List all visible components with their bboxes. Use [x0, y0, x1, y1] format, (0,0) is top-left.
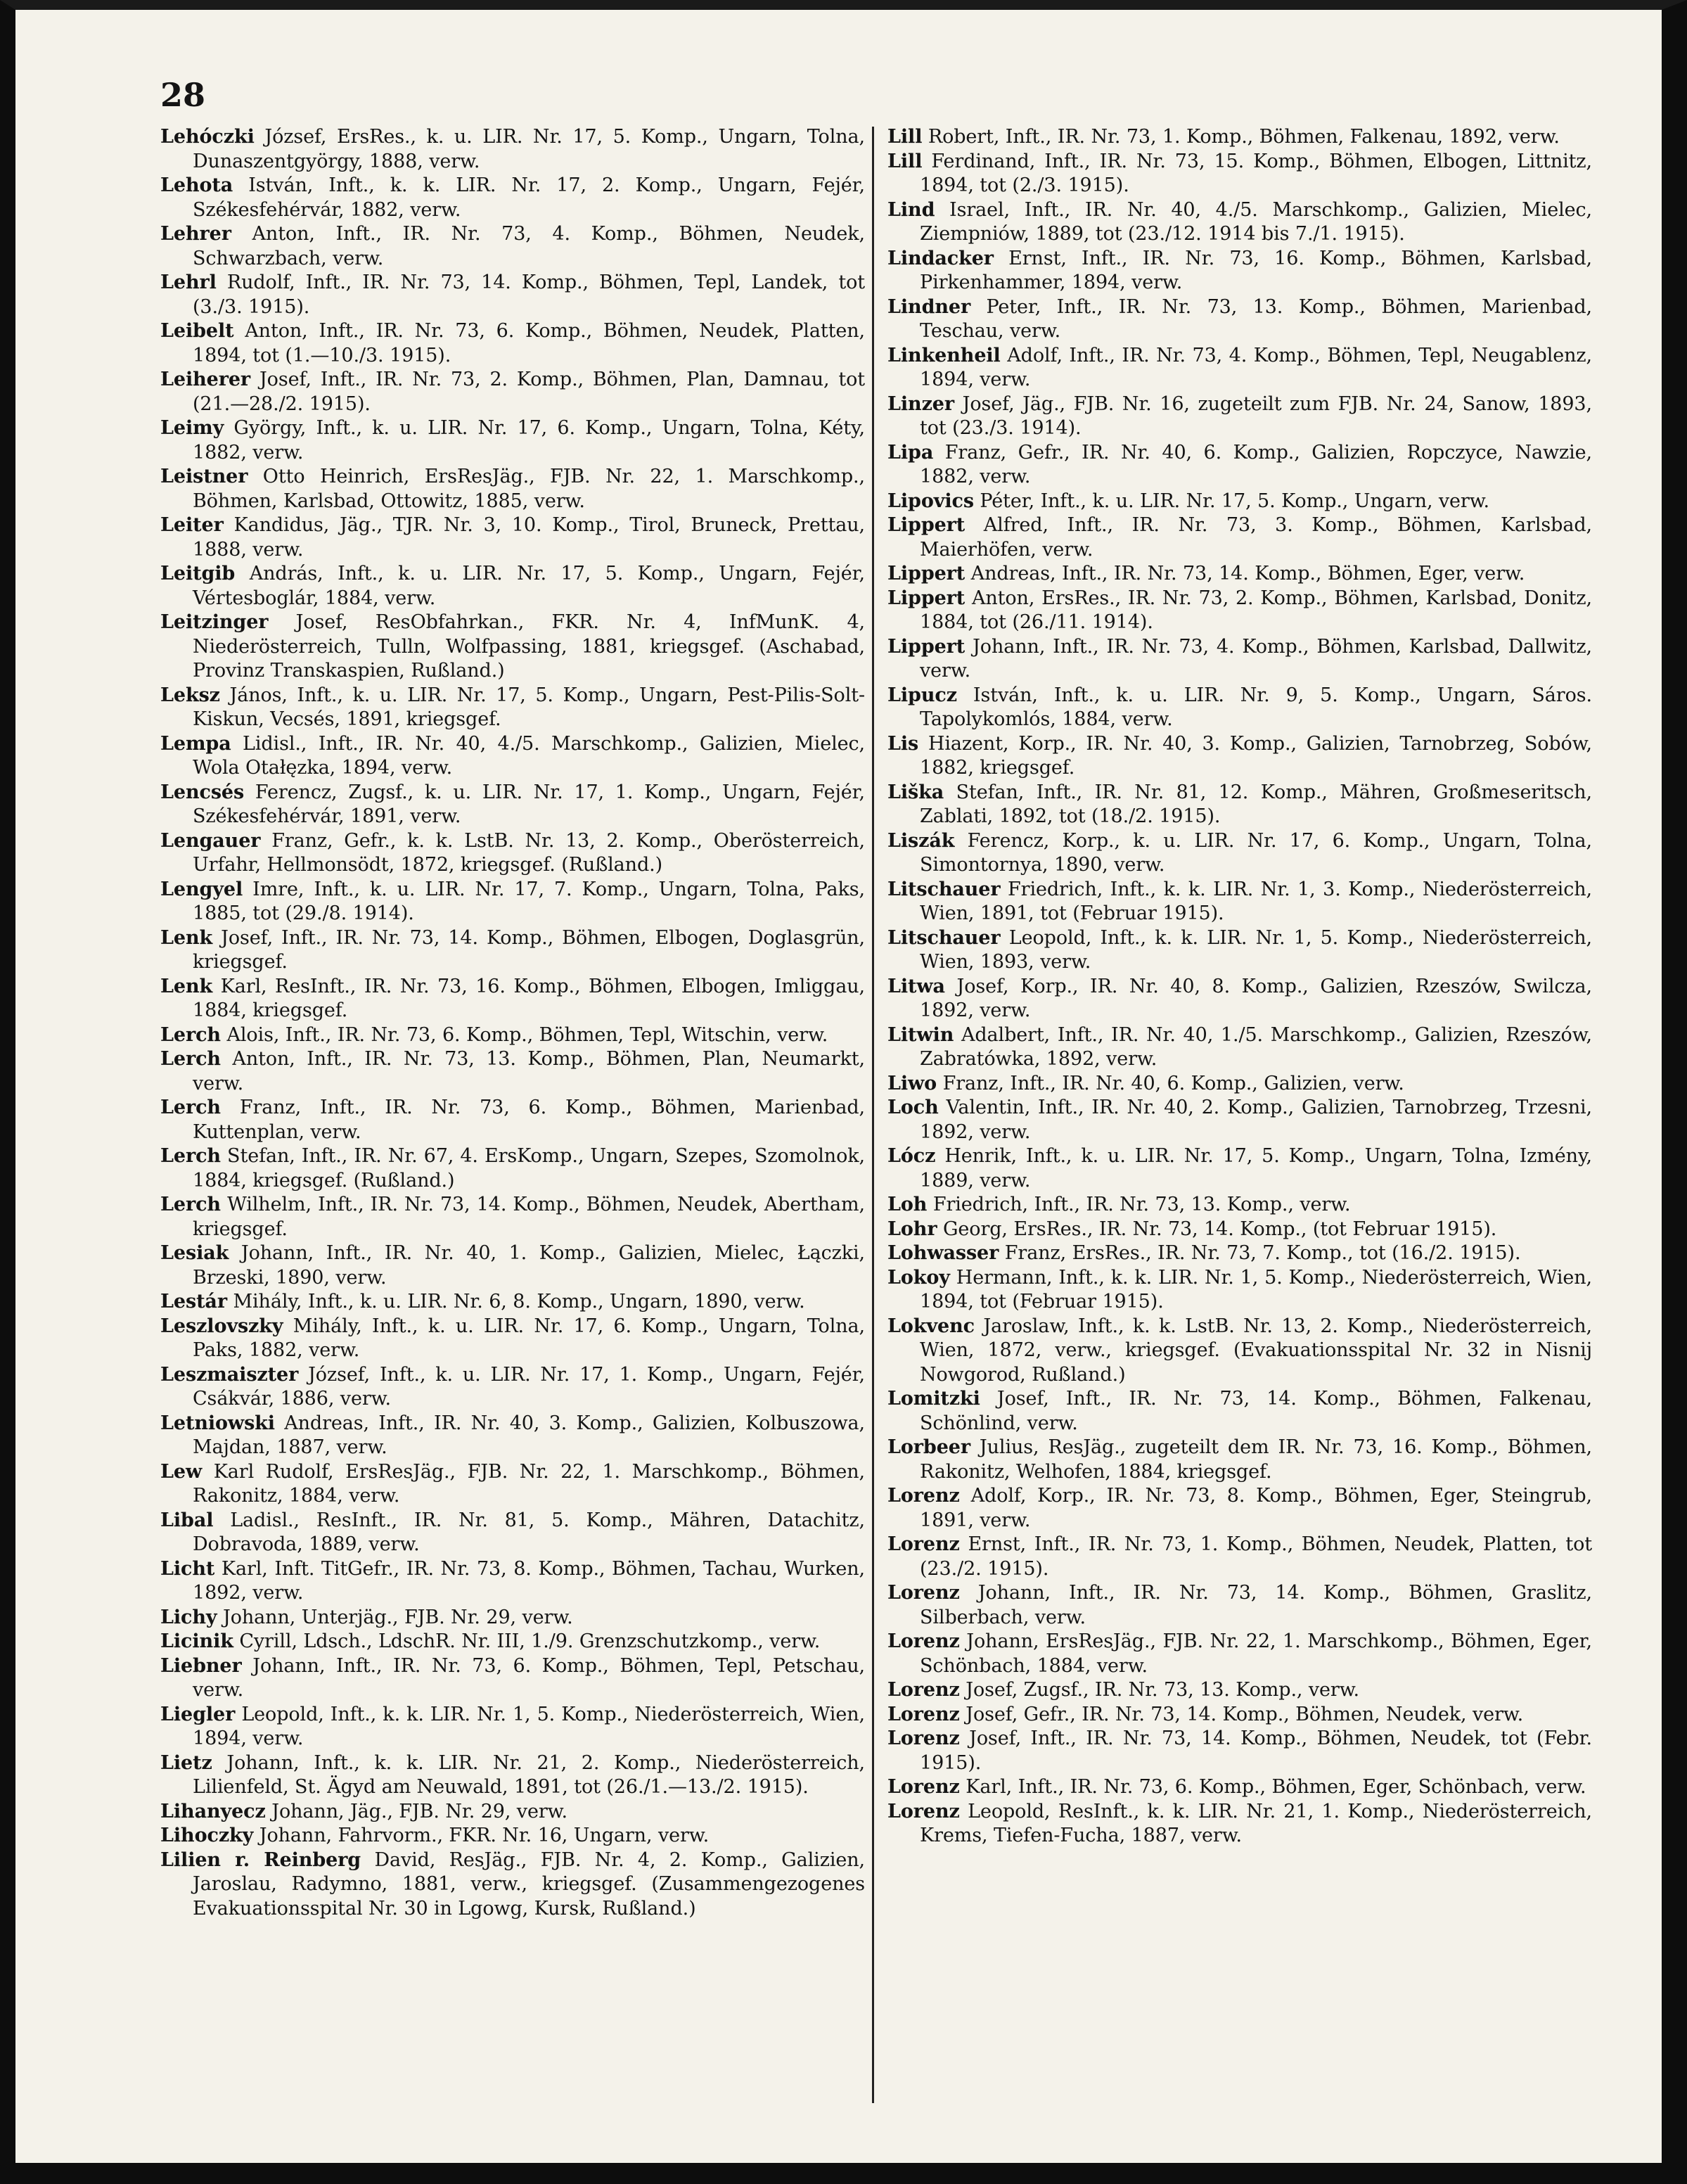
entry-surname: Lokoy — [887, 1266, 950, 1289]
entry-surname: Lesiak — [160, 1242, 229, 1264]
roll-entry — [887, 1484, 1592, 1533]
entry-surname: Lomitzki — [887, 1388, 980, 1410]
entry-surname: Lipovics — [887, 490, 974, 512]
entry-details: Johann, Inft., k. k. LIR. Nr. 21, 2. Komp., Niederösterreich, Lilienfeld, St. Ägyd am Neuwald, 1891, tot (26./1.—13./2. 1915). — [193, 1751, 866, 1798]
entry-surname: Lehota — [160, 174, 233, 196]
roll-entry — [160, 829, 865, 878]
entry-surname: Lew — [160, 1460, 203, 1483]
entry-surname: Leitzinger — [160, 611, 269, 633]
entry-details: Franz, ErsRes., IR. Nr. 73, 7. Komp., tot (16./2. 1915). — [1004, 1242, 1521, 1264]
entry-surname: Lorenz — [887, 1728, 960, 1749]
entry-surname: Lengyel — [160, 878, 243, 900]
entry-details: Anton, Inft., IR. Nr. 73, 6. Komp., Böhmen, Neudek, Platten, 1894, tot (1.—10./3. 1915). — [193, 320, 865, 366]
roll-entry — [160, 319, 865, 368]
entry-surname: Lerch — [160, 1194, 221, 1215]
entry-surname: Liwo — [887, 1072, 937, 1094]
entry-surname: Lichy — [160, 1606, 217, 1628]
roll-entry — [160, 1412, 865, 1460]
entry-details: Andreas, Inft., IR. Nr. 40, 3. Komp., Galizien, Kolbuszowa, Majdan, 1887, verw. — [193, 1412, 866, 1458]
roll-entry — [887, 1436, 1592, 1484]
roll-entry — [160, 732, 865, 781]
entry-details: Ernst, Inft., IR. Nr. 73, 1. Komp., Böhmen, Neudek, Platten, tot (23./2. 1915). — [920, 1533, 1593, 1580]
roll-entry — [887, 490, 1592, 514]
entry-surname: Litwa — [887, 975, 945, 997]
roll-entry — [887, 1727, 1592, 1775]
entry-details: Friedrich, Inft., IR. Nr. 73, 13. Komp., verw. — [932, 1194, 1351, 1215]
entry-details: Péter, Inft., k. u. LIR. Nr. 17, 5. Komp., Ungarn, verw. — [980, 490, 1490, 512]
entry-details: David, ResJäg., FJB. Nr. 4, 2. Komp., Galizien, Jaroslau, Radymno, 1881, verw., kriegsgef. (Zusammengezogenes Evakuationsspital Nr. 30 in Lgowg, Kursk, Rußland.) — [193, 1848, 866, 1920]
left-column — [160, 125, 865, 1921]
entry-surname: Lilien r. Reinberg — [160, 1848, 361, 1871]
entry-details: Karl, Inft., IR. Nr. 73, 6. Komp., Böhmen, Eger, Schönbach, verw. — [966, 1776, 1586, 1798]
entry-surname: Lill — [887, 150, 923, 172]
entry-surname: Linkenheil — [887, 344, 1001, 366]
entry-details: Otto Heinrich, ErsResJäg., FJB. Nr. 22, 1. Marschkomp., Böhmen, Karlsbad, Ottowitz, 1885, verw. — [193, 466, 866, 512]
column-divider — [872, 127, 874, 2103]
entry-surname: Linzer — [887, 392, 955, 415]
entry-details: Adolf, Korp., IR. Nr. 73, 8. Komp., Böhmen, Eger, Steingrub, 1891, verw. — [920, 1485, 1593, 1531]
roll-entry — [887, 1315, 1592, 1388]
roll-entry — [160, 513, 865, 562]
entry-surname: Lorenz — [887, 1582, 960, 1604]
roll-entry — [160, 684, 865, 732]
entry-surname: Lietz — [160, 1751, 212, 1774]
roll-entry — [160, 1096, 865, 1144]
entry-surname: Liebner — [160, 1654, 242, 1677]
roll-entry — [887, 441, 1592, 490]
entry-surname: Lippert — [887, 514, 966, 536]
roll-entry — [887, 878, 1592, 926]
entry-surname: Lengauer — [160, 829, 261, 852]
entry-details: Ladisl., ResInft., IR. Nr. 81, 5. Komp., Mähren, Datachitz, Dobravoda, 1889, verw. — [193, 1509, 865, 1555]
roll-entry — [887, 247, 1592, 295]
entry-details: Andreas, Inft., IR. Nr. 73, 14. Komp., Böhmen, Eger, verw. — [970, 563, 1525, 585]
entry-details: Alois, Inft., IR. Nr. 73, 6. Komp., Böhmen, Tepl, Witschin, verw. — [226, 1023, 828, 1046]
roll-entry — [887, 1678, 1592, 1703]
roll-entry — [160, 1509, 865, 1557]
page-number: 28 — [160, 76, 206, 114]
entry-surname: Lippert — [887, 563, 966, 585]
roll-entry — [160, 878, 865, 926]
entry-details: Ernst, Inft., IR. Nr. 73, 16. Komp., Böhmen, Karlsbad, Pirkenhammer, 1894, verw. — [920, 247, 1592, 293]
entry-details: Alfred, Inft., IR. Nr. 73, 3. Komp., Böhmen, Karlsbad, Maierhöfen, verw. — [920, 514, 1592, 561]
roll-entry — [887, 1581, 1592, 1630]
roll-entry — [160, 1848, 865, 1922]
roll-entry — [887, 562, 1592, 587]
entry-details: Cyrill, Ldsch., LdschR. Nr. III, 1./9. Grenzschutzkomp., verw. — [239, 1630, 821, 1652]
roll-entry — [160, 1654, 865, 1703]
roll-entry — [160, 1023, 865, 1048]
entry-surname: Lorbeer — [887, 1436, 970, 1458]
entry-details: Franz, Inft., IR. Nr. 73, 6. Komp., Böhmen, Marienbad, Kuttenplan, verw. — [193, 1097, 866, 1143]
roll-entry — [887, 1241, 1592, 1266]
roll-entry — [160, 368, 865, 416]
roll-entry — [887, 1144, 1592, 1193]
entry-details: István, Inft., k. k. LIR. Nr. 17, 2. Komp., Ungarn, Fejér, Székesfehérvár, 1882, verw. — [193, 174, 866, 221]
entry-details: Anton, Inft., IR. Nr. 73, 13. Komp., Böhmen, Plan, Neumarkt, verw. — [193, 1048, 865, 1094]
entry-surname: Leimy — [160, 417, 224, 439]
roll-entry — [887, 513, 1592, 562]
roll-entry — [160, 174, 865, 222]
roll-entry — [160, 926, 865, 975]
roll-entry — [160, 1047, 865, 1096]
entry-surname: Lorenz — [887, 1703, 960, 1725]
entry-surname: Lind — [887, 198, 935, 221]
entry-surname: Lipucz — [887, 684, 957, 706]
entry-surname: Loch — [887, 1097, 939, 1118]
entry-surname: Lihoczky — [160, 1825, 254, 1846]
roll-entry — [887, 1630, 1592, 1678]
entry-details: Karl, ResInft., IR. Nr. 73, 16. Komp., Böhmen, Elbogen, Imliggau, 1884, kriegsgef. — [193, 975, 865, 1021]
roll-entry — [160, 1460, 865, 1509]
entry-surname: Lorenz — [887, 1533, 960, 1555]
entry-details: Ferencz, Korp., k. u. LIR. Nr. 17, 6. Komp., Ungarn, Tolna, Simontornya, 1890, verw. — [920, 829, 1592, 876]
roll-entry — [160, 1606, 865, 1630]
entry-details: Leopold, Inft., k. k. LIR. Nr. 1, 5. Komp., Niederösterreich, Wien, 1894, verw. — [193, 1703, 865, 1749]
entry-surname: Lokvenc — [887, 1315, 975, 1337]
roll-entry — [160, 125, 865, 174]
entry-details: Josef, Inft., IR. Nr. 73, 2. Komp., Böhmen, Plan, Damnau, tot (21.—28./2. 1915). — [193, 369, 865, 415]
entry-details: Johann, Inft., IR. Nr. 73, 14. Komp., Böhmen, Graslitz, Silberbach, verw. — [920, 1582, 1593, 1628]
entry-surname: Lenk — [160, 975, 213, 997]
roll-entry — [160, 1824, 865, 1848]
entry-surname: Lippert — [887, 635, 966, 658]
roll-entry — [887, 1387, 1592, 1436]
roll-entry — [887, 1775, 1592, 1800]
roll-entry — [160, 1144, 865, 1193]
roll-entry — [160, 1557, 865, 1606]
entry-surname: Litschauer — [887, 926, 1001, 949]
entry-surname: Leszmaiszter — [160, 1363, 299, 1386]
entry-surname: Leiherer — [160, 369, 251, 390]
roll-entry — [887, 125, 1592, 150]
entry-surname: Leistner — [160, 466, 248, 487]
roll-entry — [887, 684, 1592, 732]
entry-surname: Liška — [887, 781, 944, 803]
entry-details: Kandidus, Jäg., TJR. Nr. 3, 10. Komp., Tirol, Bruneck, Prettau, 1888, verw. — [193, 514, 866, 561]
entry-surname: Litwin — [887, 1023, 954, 1046]
roll-entry — [887, 344, 1592, 392]
entry-surname: Lehóczki — [160, 126, 255, 148]
entry-details: András, Inft., k. u. LIR. Nr. 17, 5. Komp., Ungarn, Fejér, Vértesboglár, 1884, verw. — [193, 563, 865, 609]
entry-details: Josef, Jäg., FJB. Nr. 16, zugeteilt zum FJB. Nr. 24, Sanow, 1893, tot (23./3. 1914). — [920, 392, 1592, 439]
entry-details: Mihály, Inft., k. u. LIR. Nr. 6, 8. Komp., Ungarn, 1890, verw. — [233, 1291, 805, 1313]
entry-details: Karl, Inft. TitGefr., IR. Nr. 73, 8. Komp., Böhmen, Tachau, Wurken, 1892, verw. — [193, 1557, 865, 1604]
roll-entry — [160, 562, 865, 611]
entry-details: Henrik, Inft., k. u. LIR. Nr. 17, 5. Komp., Ungarn, Tolna, Izmény, 1889, verw. — [920, 1145, 1592, 1192]
entry-details: Hermann, Inft., k. k. LIR. Nr. 1, 5. Komp., Niederösterreich, Wien, 1894, tot (Februar 1915). — [920, 1266, 1593, 1313]
roll-entry — [887, 975, 1592, 1023]
entry-surname: Loh — [887, 1194, 928, 1215]
roll-entry — [887, 1533, 1592, 1581]
entry-details: Stefan, Inft., IR. Nr. 81, 12. Komp., Mähren, Großmeseritsch, Zablati, 1892, tot (18./2. 1915). — [920, 781, 1592, 827]
roll-entry — [887, 392, 1592, 441]
entry-details: Imre, Inft., k. u. LIR. Nr. 17, 7. Komp., Ungarn, Tolna, Paks, 1885, tot (29./8. 1914). — [193, 878, 866, 924]
entry-details: Stefan, Inft., IR. Nr. 67, 4. ErsKomp., Ungarn, Szepes, Szomolnok, 1884, kriegsgef. (Rußland.) — [193, 1145, 865, 1192]
entry-surname: Lorenz — [887, 1630, 960, 1652]
roll-entry — [160, 1290, 865, 1315]
entry-details: Julius, ResJäg., zugeteilt dem IR. Nr. 73, 16. Komp., Böhmen, Rakonitz, Welhofen, 1884, kriegsgef. — [920, 1436, 1593, 1483]
roll-entry — [887, 1800, 1592, 1848]
entry-surname: Lehrl — [160, 272, 217, 293]
entry-surname: Lempa — [160, 732, 231, 755]
roll-entry — [160, 975, 865, 1023]
entry-surname: Lorenz — [887, 1800, 960, 1822]
entry-details: Robert, Inft., IR. Nr. 73, 1. Komp., Böhmen, Falkenau, 1892, verw. — [928, 126, 1560, 148]
roll-entry — [160, 416, 865, 465]
roll-entry — [887, 829, 1592, 878]
entry-details: Johann, Inft., IR. Nr. 73, 4. Komp., Böhmen, Karlsbad, Dallwitz, verw. — [920, 635, 1593, 682]
right-column — [887, 125, 1592, 1848]
roll-entry — [160, 1800, 865, 1825]
entry-surname: Licinik — [160, 1630, 233, 1652]
entry-details: Franz, Gefr., k. k. LstB. Nr. 13, 2. Komp., Oberösterreich, Urfahr, Hellmonsödt, 1872, kriegsgef. (Rußland.) — [193, 829, 866, 876]
entry-details: István, Inft., k. u. LIR. Nr. 9, 5. Komp., Ungarn, Sáros. Tapolykomlós, 1884, verw. — [920, 684, 1593, 730]
roll-entry — [887, 1072, 1592, 1097]
entry-surname: Leszlovszky — [160, 1315, 283, 1337]
entry-surname: Lorenz — [887, 1679, 960, 1701]
roll-entry — [887, 1193, 1592, 1218]
roll-entry — [887, 1266, 1592, 1315]
entry-details: Valentin, Inft., IR. Nr. 40, 2. Komp., Galizien, Tarnobrzeg, Trzesni, 1892, verw. — [920, 1097, 1593, 1143]
entry-details: Ferencz, Zugsf., k. u. LIR. Nr. 17, 1. Komp., Ungarn, Fejér, Székesfehérvár, 1891, verw. — [193, 781, 865, 827]
roll-entry — [887, 1023, 1592, 1072]
entry-surname: Licht — [160, 1557, 215, 1580]
entry-surname: Lerch — [160, 1097, 221, 1118]
roll-entry — [887, 635, 1592, 684]
entry-surname: Lippert — [887, 587, 966, 609]
entry-surname: Lestár — [160, 1291, 227, 1313]
entry-details: Adalbert, Inft., IR. Nr. 40, 1./5. Marschkomp., Galizien, Rzeszów, Zabratówka, 1892, verw. — [920, 1023, 1593, 1070]
entry-surname: Lerch — [160, 1023, 221, 1046]
entry-details: Rudolf, Inft., IR. Nr. 73, 14. Komp., Böhmen, Tepl, Landek, tot (3./3. 1915). — [193, 272, 865, 318]
entry-details: Johann, Inft., IR. Nr. 73, 6. Komp., Böhmen, Tepl, Petschau, verw. — [193, 1654, 866, 1701]
roll-entry — [160, 1751, 865, 1800]
entry-surname: Lindacker — [887, 247, 994, 269]
entry-surname: Lorenz — [887, 1485, 960, 1507]
roll-entry — [887, 587, 1592, 635]
entry-surname: Lehrer — [160, 223, 231, 245]
entry-details: Josef, Zugsf., IR. Nr. 73, 13. Komp., verw. — [966, 1679, 1360, 1701]
entry-details: Georg, ErsRes., IR. Nr. 73, 14. Komp., (tot Februar 1915). — [942, 1218, 1497, 1240]
roll-entry — [887, 198, 1592, 247]
roll-entry — [887, 781, 1592, 829]
entry-details: György, Inft., k. u. LIR. Nr. 17, 6. Komp., Ungarn, Tolna, Kéty, 1882, verw. — [193, 417, 865, 464]
entry-details: József, ErsRes., k. u. LIR. Nr. 17, 5. Komp., Ungarn, Tolna, Dunaszentgyörgy, 1888, verw. — [193, 126, 865, 172]
entry-details: Johann, Jäg., FJB. Nr. 29, verw. — [271, 1800, 567, 1822]
entry-details: Franz, Inft., IR. Nr. 40, 6. Komp., Galizien, verw. — [942, 1072, 1404, 1094]
entry-details: Wilhelm, Inft., IR. Nr. 73, 14. Komp., Böhmen, Neudek, Abertham, kriegsgef. — [193, 1194, 865, 1240]
entry-surname: Lerch — [160, 1145, 221, 1167]
entry-details: János, Inft., k. u. LIR. Nr. 17, 5. Komp., Ungarn, Pest-Pilis-Solt-Kiskun, Vecsés, 1891, kriegsgef. — [193, 684, 865, 730]
entry-surname: Leibelt — [160, 320, 234, 342]
roll-entry — [887, 295, 1592, 344]
entry-surname: Lencsés — [160, 781, 245, 803]
entry-details: Johann, Inft., IR. Nr. 40, 1. Komp., Galizien, Mielec, Łączki, Brzeski, 1890, verw. — [193, 1242, 865, 1289]
entry-details: Josef, Gefr., IR. Nr. 73, 14. Komp., Böhmen, Neudek, verw. — [966, 1703, 1524, 1725]
entry-details: Josef, ResObfahrkan., FKR. Nr. 4, InfMunK. 4, Niederösterreich, Tulln, Wolfpassing, 1881, kriegsgef. (Aschabad, Provinz Transkaspien, Rußland.) — [193, 611, 866, 682]
roll-entry — [887, 150, 1592, 198]
entry-details: József, Inft., k. u. LIR. Nr. 17, 1. Komp., Ungarn, Fejér, Csákvár, 1886, verw. — [193, 1363, 866, 1410]
entry-details: Anton, ErsRes., IR. Nr. 73, 2. Komp., Böhmen, Karlsbad, Donitz, 1884, tot (26./11. 1914). — [920, 587, 1592, 633]
entry-surname: Lihanyecz — [160, 1800, 266, 1822]
entry-details: Adolf, Inft., IR. Nr. 73, 4. Komp., Böhmen, Tepl, Neugablenz, 1894, verw. — [920, 344, 1592, 390]
entry-surname: Libal — [160, 1509, 214, 1531]
entry-surname: Lerch — [160, 1048, 221, 1070]
entry-surname: Lindner — [887, 295, 971, 318]
entry-surname: Litschauer — [887, 878, 1001, 900]
entry-details: Josef, Korp., IR. Nr. 40, 8. Komp., Galizien, Rzeszów, Swilcza, 1892, verw. — [920, 975, 1593, 1021]
entry-surname: Liszák — [887, 829, 955, 852]
roll-entry — [160, 1315, 865, 1363]
roll-entry — [160, 1630, 865, 1654]
roll-entry — [160, 465, 865, 513]
entry-details: Johann, Fahrvorm., FKR. Nr. 16, Ungarn, verw. — [259, 1825, 710, 1846]
entry-surname: Lorenz — [887, 1776, 960, 1798]
entry-surname: Lohwasser — [887, 1242, 999, 1264]
roll-entry — [887, 732, 1592, 781]
entry-details: Leopold, ResInft., k. k. LIR. Nr. 21, 1. Komp., Niederösterreich, Krems, Tiefen-Fucha, 1887, verw. — [920, 1800, 1592, 1846]
entry-details: Karl Rudolf, ErsResJäg., FJB. Nr. 22, 1. Marschkomp., Böhmen, Rakonitz, 1884, verw. — [193, 1460, 865, 1507]
roll-entry — [160, 1703, 865, 1751]
entry-details: Franz, Gefr., IR. Nr. 40, 6. Komp., Galizien, Ropczyce, Nawzie, 1882, verw. — [920, 441, 1592, 487]
roll-entry — [887, 1703, 1592, 1728]
roll-entry — [887, 926, 1592, 975]
entry-surname: Lis — [887, 732, 919, 755]
entry-surname: Leksz — [160, 684, 220, 706]
entry-details: Israel, Inft., IR. Nr. 40, 4./5. Marschkomp., Galizien, Mielec, Ziempniów, 1889, tot (23./12. 1914 bis 7./1. 1915). — [920, 198, 1593, 245]
entry-details: Anton, Inft., IR. Nr. 73, 4. Komp., Böhmen, Neudek, Schwarzbach, verw. — [193, 223, 865, 269]
roll-entry — [160, 222, 865, 271]
roll-entry — [160, 1363, 865, 1412]
entry-surname: Lill — [887, 126, 923, 148]
entry-details: Lidisl., Inft., IR. Nr. 40, 4./5. Marschkomp., Galizien, Mielec, Wola Otałęzka, 1894, verw. — [193, 732, 865, 779]
roll-entry — [160, 1193, 865, 1241]
entry-details: Josef, Inft., IR. Nr. 73, 14. Komp., Böhmen, Falkenau, Schönlind, verw. — [920, 1388, 1592, 1434]
entry-surname: Lipa — [887, 441, 934, 464]
entry-surname: Lenk — [160, 926, 213, 949]
entry-surname: Leitgib — [160, 563, 236, 585]
entry-details: Mihály, Inft., k. u. LIR. Nr. 17, 6. Komp., Ungarn, Tolna, Paks, 1882, verw. — [193, 1315, 866, 1361]
roll-entry — [160, 1241, 865, 1290]
roll-entry — [160, 611, 865, 684]
entry-surname: Lohr — [887, 1218, 937, 1240]
roll-entry — [887, 1096, 1592, 1144]
entry-details: Friedrich, Inft., k. k. LIR. Nr. 1, 3. Komp., Niederösterreich, Wien, 1891, tot (Februar 1915). — [920, 878, 1592, 924]
roll-entry — [160, 781, 865, 829]
roll-entry — [887, 1218, 1592, 1242]
entry-details: Jaroslaw, Inft., k. k. LstB. Nr. 13, 2. Komp., Niederösterreich, Wien, 1872, verw., kriegsgef. (Evakuationsspital Nr. 32 in Nisnij Nowgorod, Rußland.) — [920, 1315, 1592, 1386]
entry-details: Josef, Inft., IR. Nr. 73, 14. Komp., Böhmen, Elbogen, Doglasgrün, kriegsgef. — [193, 926, 866, 973]
entry-details: Hiazent, Korp., IR. Nr. 40, 3. Komp., Galizien, Tarnobrzeg, Sobów, 1882, kriegsgef. — [920, 732, 1592, 779]
entry-surname: Leiter — [160, 514, 224, 536]
entry-surname: Letniowski — [160, 1412, 275, 1434]
roll-entry — [160, 271, 865, 319]
entry-details: Johann, Unterjäg., FJB. Nr. 29, verw. — [223, 1606, 573, 1628]
entry-details: Josef, Inft., IR. Nr. 73, 14. Komp., Böhmen, Neudek, tot (Febr. 1915). — [920, 1728, 1593, 1774]
entry-details: Ferdinand, Inft., IR. Nr. 73, 15. Komp., Böhmen, Elbogen, Littnitz, 1894, tot (2./3. 1915). — [920, 150, 1592, 196]
entry-details: Peter, Inft., IR. Nr. 73, 13. Komp., Böhmen, Marienbad, Teschau, verw. — [920, 295, 1593, 342]
entry-details: Leopold, Inft., k. k. LIR. Nr. 1, 5. Komp., Niederösterreich, Wien, 1893, verw. — [920, 926, 1592, 973]
entry-surname: Lócz — [887, 1145, 936, 1167]
entry-details: Johann, ErsResJäg., FJB. Nr. 22, 1. Marschkomp., Böhmen, Eger, Schönbach, 1884, verw. — [920, 1630, 1592, 1677]
entry-surname: Liegler — [160, 1703, 236, 1725]
